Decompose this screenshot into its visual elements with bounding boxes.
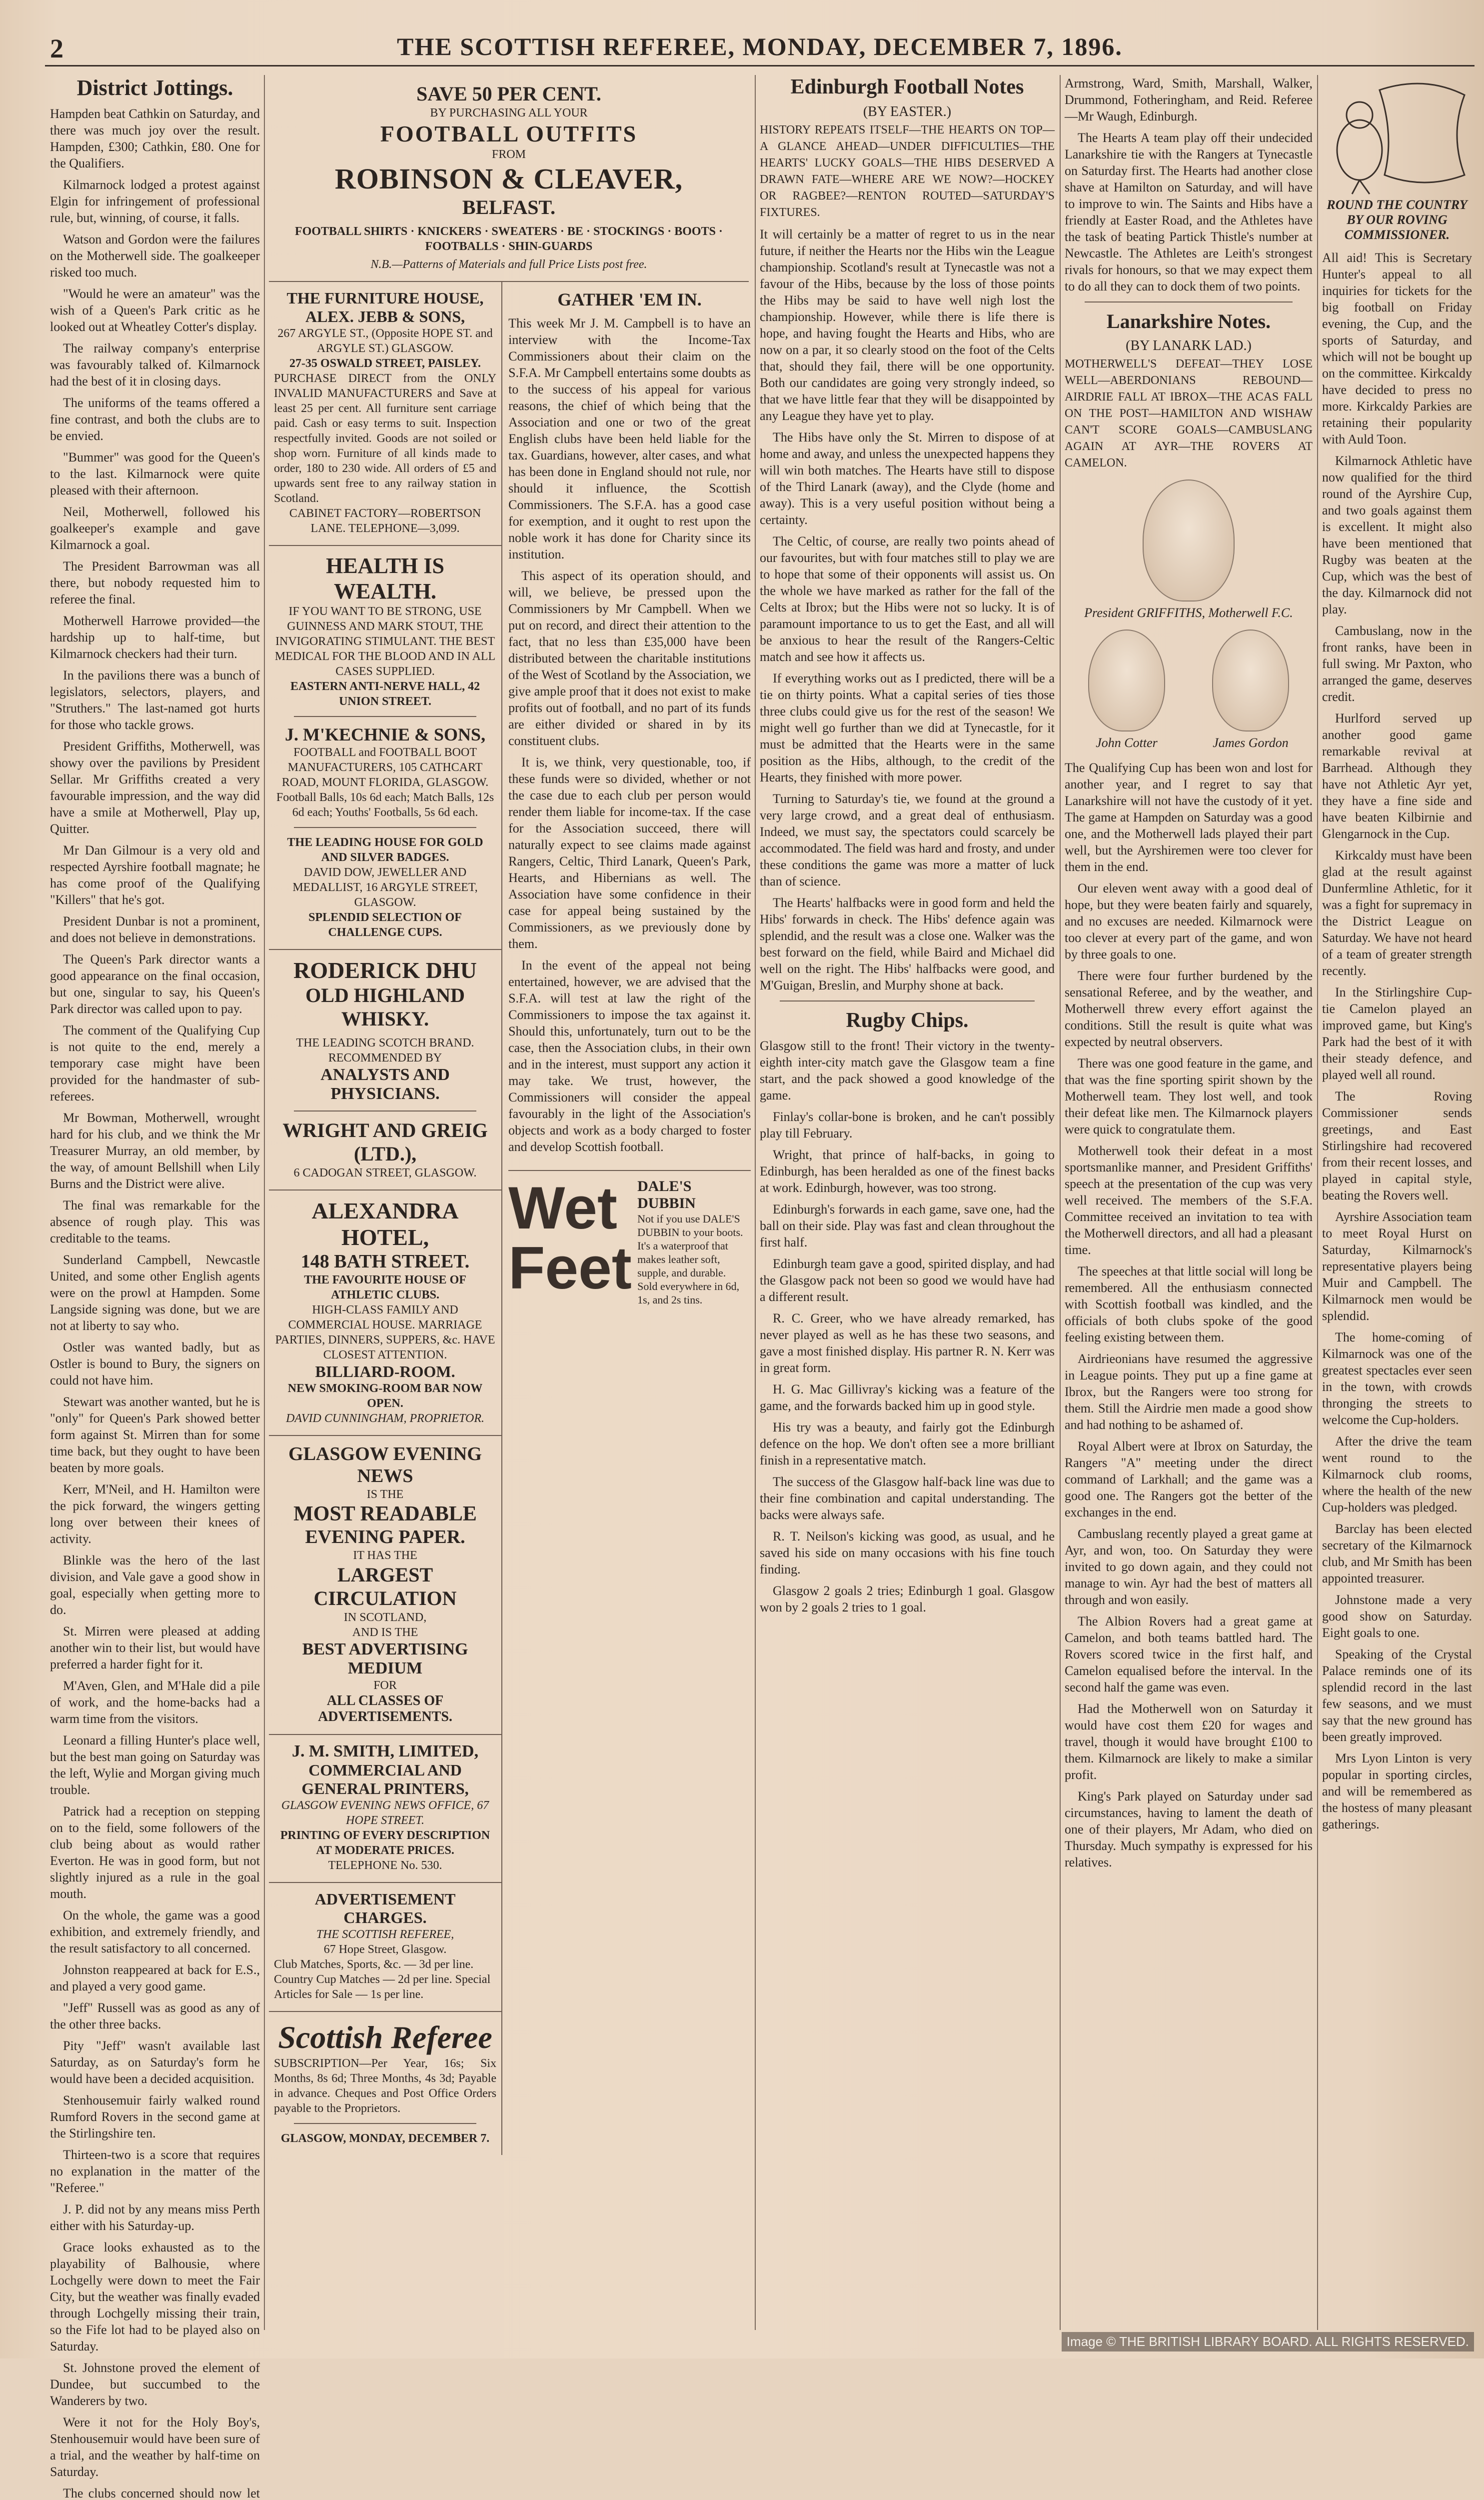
paragraph: This week Mr J. M. Campbell is to have an interview with the Income-Tax Commissioners about their claim on the S.F.A. Mr Campbell entertains some doubts as to the success of his appeal for various reasons, the chief of which being that the Association and one or two of the great English clubs have been held liable for the tax. Guardians, however, alter cases, and what has been done in England should not rule, nor should it influence, the Scottish Commissioners. The S.F.A. has a good case for exemption, and it ought to rest upon the noble work it has done for Charity since its institution. xyxy=(508,316,751,562)
paragraph: Edinburgh's forwards in each game, save one, had the ball on their side. Play was fast and clean throughout the first half. xyxy=(760,1202,1055,1250)
ad-text: 27-35 OSWALD STREET, PAISLEY. xyxy=(289,357,481,370)
ad-headline: HEALTH IS WEALTH. xyxy=(326,554,444,604)
ad-headline: SAVE 50 PER CENT. xyxy=(416,82,601,105)
paragraph: Wright, that prince of half-backs, in going to Edinburgh, has been heralded as one of the finest backs at work. Edinburgh, however, was too strong. xyxy=(760,1148,1055,1195)
ad-headline: ADVERTISEMENT CHARGES. xyxy=(314,1890,456,1926)
article-summary: MOTHERWELL'S DEFEAT—THEY LOSE WELL—ABERDONIANS REBOUND—AIRDRIE FALL AT IBROX—THE ACAS FALL ON THE POST—HAMILTON AND WISHAW CAN'T SCORE GOALS—CAMBUSLANG AGAIN AT AYR—THE ROVERS AT CAMELON. xyxy=(1065,358,1313,470)
paragraph: St. Mirren were pleased at adding another win to their list, but would have preferred a harder fight for it. xyxy=(50,1624,260,1672)
ad-body: FOOTBALL and FOOTBALL BOOT MANUFACTURERS, 105 CATHCART ROAD, MOUNT FLORIDA, GLASGOW. Football Balls, 10s 6d each; Match Balls, 12s 6d each; Youths' Footballs, 5s 6d each. xyxy=(276,746,494,819)
paragraph: Mr Bowman, Motherwell, wrought hard for his club, and we think the Mr Treasurer Murray, an old member, by the way, of amount Bellshill when Lily Burns and the District were alive. xyxy=(50,1110,260,1191)
column-round-the-country xyxy=(1322,75,1472,2330)
paragraph: Neil, Motherwell, followed his goalkeeper's example and gave Kilmarnock a goal. xyxy=(50,504,260,552)
ad-items: FOOTBALL SHIRTS · KNICKERS · SWEATERS · BE · STOCKINGS · BOOTS · FOOTBALLS · SHIN-GUARDS xyxy=(295,225,723,253)
ad-whisky xyxy=(269,950,501,1190)
paragraph: H. G. Mac Gillivray's kicking was a feature of the game, and the forwards backed him up in good style. xyxy=(760,1382,1055,1413)
column-rule xyxy=(1317,75,1318,2330)
paragraph: It will certainly be a matter of regret to us in the near future, if neither the Hearts nor the Hibs win the League championship. Scotland's result at Tynecastle was not a favour of the Hibs, because by the loss of those points the Hibs may be said to have well nigh lost the championship. However, while there is life there is hope, and having fought the Hearts and Hibs, who are now on a par, it so clearly stood on the foot of the Celts that, should they fail, there will be one opportunity. Both our candidates are going very strongly indeed, so that we have little fear that they will be disappointed by any League they have yet to play. xyxy=(760,227,1055,423)
article-body xyxy=(50,106,260,2500)
ad-text: FOR xyxy=(373,1679,397,1692)
editorial-body xyxy=(508,315,751,1155)
ad-text: 6 CADOGAN STREET, GLASGOW. xyxy=(293,1166,477,1180)
ad-text: THE FAVOURITE HOUSE OF ATHLETIC CLUBS. xyxy=(304,1274,466,1302)
ad-subcolumn xyxy=(269,282,502,2155)
paragraph: Stewart was another wanted, but he is "only" for Queen's Park showed better form against St. Mirren than for some time back, but they ought to have been beaten by more goals. xyxy=(50,1394,260,1475)
article-title: District Jottings. xyxy=(76,76,233,100)
ad-text: IT HAS THE xyxy=(353,1549,417,1562)
paragraph: Johnston reappeared at back for E.S., and played a very good game. xyxy=(50,1962,260,1994)
ad-text: THE LEADING HOUSE FOR GOLD AND SILVER BADGES. xyxy=(287,836,483,864)
paragraph: Thirteen-two is a score that requires no explanation in the matter of the "Referee." xyxy=(50,2148,260,2195)
editorial-title: GATHER 'EM IN. xyxy=(557,290,702,310)
ad-text: IS THE xyxy=(366,1488,404,1501)
paragraph: Edinburgh team gave a good, spirited display, and had the Glasgow pack not been so good we would have had a different result. xyxy=(760,1256,1055,1304)
column-edinburgh-notes xyxy=(760,75,1055,2330)
portrait-griffiths xyxy=(1143,480,1235,602)
ad-note: N.B.—Patterns of Materials and full Price Lists post free. xyxy=(370,258,647,271)
article-byline: (BY LANARK LAD.) xyxy=(1126,338,1252,354)
ad-text: THE SCOTTISH REFEREE, xyxy=(316,1928,454,1941)
column-rule xyxy=(1060,75,1061,2330)
ad-text: SPLENDID SELECTION OF CHALLENGE CUPS. xyxy=(308,911,462,939)
ad-text: COMMERCIAL AND GENERAL PRINTERS, xyxy=(301,1761,469,1798)
ad-body: HIGH-CLASS FAMILY AND COMMERCIAL HOUSE. MARRIAGE PARTIES, DINNERS, SUPPERS, &c. HAVE CLOSEST ATTENTION. xyxy=(275,1304,495,1362)
paragraph: "Would he were an amateur" was the wish of a Queen's Park critic as he looked out at Wheatley Cotter's display. xyxy=(50,286,260,334)
paragraph: Mrs Lyon Linton is very popular in sporting circles, and will be remembered as the hostess of many pleasant gatherings. xyxy=(1322,1751,1472,1832)
portrait-caption: President GRIFFITHS, Motherwell F.C. xyxy=(1084,606,1293,620)
paragraph: President Griffiths, Motherwell, was showy over the pavilions by President Sellar. Mr Griffiths created a very favourable impression, and the way did have a smile at Motherwell, Play up, Quitter. xyxy=(50,739,260,836)
paragraph: Grace looks exhausted as to the playability of Balhousie, where Lochgelly were down to meet the Fair City, but the weather was finally evaded through Lochgelly missing their train, so the Fife lot had to be played also on Saturday. xyxy=(50,2240,260,2354)
editorial-subcolumn xyxy=(502,282,751,2155)
article-title: Edinburgh Football Notes xyxy=(790,76,1024,98)
paragraph: Kilmarnock Athletic have now qualified for the third round of the Ayrshire Cup, and two goals against them is excellent. It might also have been mentioned that Rugby was beaten at the Cup, which was the best of the day. Kilmarnock did not play. xyxy=(1322,454,1472,616)
paragraph: Cambuslang recently played a great game at Ayr, and won, too. On Saturday they were invited to go down again, and they could not manage to win. Ayr had the best of matters all through and won easily. xyxy=(1065,1526,1313,1607)
paragraph: In the Stirlingshire Cup-tie Camelon played an improved game, but King's Park had the best of it with their steady defence, and played well all round. xyxy=(1322,985,1472,1082)
column-lanarkshire-notes xyxy=(1065,75,1313,2330)
ad-football-outfits xyxy=(269,75,749,282)
column-rule xyxy=(264,75,265,2330)
paragraph: Kilmarnock lodged a protest against Elgin for infringement of professional rule, but, winning, of course, it falls. xyxy=(50,178,260,225)
paragraph: Cambuslang, now in the front ranks, have been in full swing. Mr Paxton, who arranged the game, deserves credit. xyxy=(1322,624,1472,704)
paragraph: "Jeff" Russell was as good as any of the other three backs. xyxy=(50,2000,260,2032)
paragraph: Armstrong, Ward, Smith, Marshall, Walker, Drummond, Fotheringham, and Reid. Referee—Mr Waugh, Edinburgh. xyxy=(1065,76,1313,124)
paragraph: Had the Motherwell won on Saturday it would have cost them £20 for wages and travel, though it would have brought £100 to them. Kilmarnock are likely to make a similar profit. xyxy=(1065,1702,1313,1782)
ad-headline: RODERICK DHU xyxy=(293,958,477,983)
ad-headline: THE FURNITURE HOUSE, ALEX. JEBB & SONS, xyxy=(286,289,484,326)
article-body xyxy=(1322,250,1472,1832)
ad-brand: DALE'S DUBBIN xyxy=(637,1178,696,1212)
ad-brand: ROBINSON & CLEAVER, xyxy=(334,162,683,195)
article-body xyxy=(1065,75,1313,294)
paragraph: R. C. Greer, who we have already remarked, has never played as well as he has these two seasons, and gave a most finished display. His partner R. N. Kerr was in great form. xyxy=(760,1311,1055,1375)
paragraph: King's Park played on Saturday under sad circumstances, having to lament the death of one of their players, Mr Adam, who died on Thursday. Much sympathy is expressed for his relatives. xyxy=(1065,1789,1313,1870)
ad-text: BILLIARD-ROOM. xyxy=(315,1362,455,1380)
paragraph: It is, we think, very questionable, too, if these funds were so divided, whether or not the case due to each club per person would render them liable for income-tax. If the case for the Association succeed, there will naturally expect to see claims made against Rangers, Celtic, Third Lanark, Queen's Park, Hearts, and Hibernians as well. The Association have some confidence in their case for appeal being sustained by the Commissioners, as we previously done by them. xyxy=(508,755,751,951)
ad-headline: Feet xyxy=(508,1234,632,1302)
article-body xyxy=(760,226,1055,994)
ad-text: BEST ADVERTISING MEDIUM xyxy=(302,1640,468,1678)
paragraph: The railway company's enterprise was favourably talked of. Kilmarnock had the best of it in closing days. xyxy=(50,341,260,388)
ad-furniture xyxy=(269,282,501,546)
portrait-cotter xyxy=(1088,630,1165,732)
paragraph: Kirkcaldy must have been glad at the result against Dunfermline Athletic, for it was a fight for supremacy in the District League on Saturday. We have not heard of a team of greater strength recently. xyxy=(1322,848,1472,978)
paragraph: After the drive the team went round to the Kilmarnock club rooms, where the health of the new Cup-holders was pledged. xyxy=(1322,1434,1472,1514)
paragraph: The Queen's Park director wants a good appearance on the final occasion, but one, singular to say, his Queen's Park director was called upon to pay. xyxy=(50,952,260,1016)
image-credit: Image © THE BRITISH LIBRARY BOARD. ALL RIGHTS RESERVED. xyxy=(1062,2332,1474,2352)
ad-health xyxy=(269,546,501,950)
paragraph: The Roving Commissioner sends greetings, and East Stirlingshire had recovered from their recent losses, and played in capital style, beating the Rovers well. xyxy=(1322,1089,1472,1202)
ad-body: PURCHASE DIRECT from the ONLY INVALID MANUFACTURERS and Save at least 25 per cent. All furniture sent carriage paid. Cash or easy terms to suit. Inspection respectfully invited. Goods are not soiled or shop worn. Furniture of all kinds made to order, 180 to 230 wide. All orders of £5 and upwards sent free to any railway station in Scotland. xyxy=(274,372,497,505)
paragraph: Glasgow still to the front! Their victory in the twenty-eighth inter-city match gave the Glasgow team a fine start, and the pack showed a good knowledge of the game. xyxy=(760,1038,1055,1102)
banner-text: ROUND THE COUNTRY BY OUR ROVING COMMISSIONER. xyxy=(1327,198,1468,242)
ad-text: TELEPHONE No. 530. xyxy=(328,1859,442,1872)
article-body xyxy=(1065,760,1313,1870)
signature-gordon: James Gordon xyxy=(1213,736,1289,750)
ad-charges xyxy=(269,1883,501,2012)
article-title: Lanarkshire Notes. xyxy=(1106,310,1271,332)
paragraph: Johnstone made a very good show on Saturday. Eight goals to one. xyxy=(1322,1592,1472,1640)
paragraph: The home-coming of Kilmarnock was one of the greatest spectacles ever seen in the town, with crowds thronging the streets to welcome the Cup-holders. xyxy=(1322,1330,1472,1427)
ad-text: ANALYSTS AND PHYSICIANS. xyxy=(320,1066,450,1103)
paragraph: Our eleven went away with a good deal of hope, but they were beaten fairly and squarely, and no excuses are needed. Kilmarnock were too clever at every part of the game, and won by three goals to one. xyxy=(1065,881,1313,962)
ad-text: 67 Hope Street, Glasgow. xyxy=(323,1943,447,1956)
wanderer-illustration xyxy=(1325,75,1470,195)
subscription-text: SUBSCRIPTION—Per Year, 16s; Six Months, 8s 6d; Three Months, 4s 3d; Payable in advance. Cheques and Post Office Orders payable to the Proprietors. xyxy=(274,2057,497,2115)
paragraph: "Bummer" was good for the Queen's to the last. Kilmarnock were quite pleased with their afternoon. xyxy=(50,450,260,498)
paragraph: Mr Dan Gilmour is a very old and respected Ayrshire football magnate; he has come proof of the Qualifying "Killers" that he's got. xyxy=(50,843,260,907)
paragraph: Ostler was wanted badly, but as Ostler is bound to Bury, the signers on could not have him. xyxy=(50,1340,260,1388)
paragraph: This aspect of its operation should, and will, we believe, be pressed upon the Commissioners by Mr Campbell. When we put on record, and direct their attention to the fact, that no less than £35,000 have been distributed between the charitable institutions of the West of Scotland by the Association, we give ample proof that it does not exist to make profits out of football, and no part of its funds are either divided or shared in by its constituent clubs. xyxy=(508,568,751,748)
paragraph: The clubs concerned should now let xyxy=(63,2486,260,2500)
paragraph: In the event of the appeal not being entertained, however, we are advised that the S.F.A. will test at law the right of the Commissioners to impose the tax against it. Should this, unfortunately, turn out to be the case, then the Association clubs, in their own and in the interest, must support any action it may take. We trust, however, the Commissioners will consider the appeal favourably in the light of the Association's objects and work as a body charged to foster and develop Scottish football. xyxy=(508,958,751,1154)
paragraph: His try was a beauty, and fairly got the Edinburgh defence on the hop. We don't often see a more brilliant finish in a representative match. xyxy=(760,1420,1055,1468)
masthead-block xyxy=(269,2012,501,2155)
paragraph: In the pavilions there was a bunch of legislators, selectors, players, and "Struthers." The last-named got hurts for those who tackle grows. xyxy=(50,668,260,732)
ad-text: RECOMMENDED BY xyxy=(328,1052,442,1064)
date-line: GLASGOW, MONDAY, DECEMBER 7. xyxy=(280,2132,490,2145)
ad-text: NEW SMOKING-ROOM BAR NOW OPEN. xyxy=(287,1382,483,1410)
round-country-banner xyxy=(1322,75,1472,242)
paragraph: Stenhousemuir fairly walked round Rumford Rovers in the second game at the Stirlingshire ten. xyxy=(50,2093,260,2140)
paragraph: Hurlford served up another good game remarkable revival at Barrhead. Although they have not Athletic Ayr yet, they have a fine side and have beaten Kilbirnie and Glengarnock in the Cup. xyxy=(1322,711,1472,841)
ad-brand: WRIGHT AND GREIG (LTD.), xyxy=(282,1119,488,1165)
paragraph: R. T. Neilson's kicking was good, as usual, and he saved his side on many occasions with his fine touch finding. xyxy=(760,1529,1055,1576)
paragraph: Hampden beat Cathkin on Saturday, and there was much joy over the result. Hampden, £300; Cathkin, £80. One for the Qualifiers. xyxy=(50,106,260,170)
paragraph: M'Aven, Glen, and M'Hale did a pile of work, and the home-backs had a warm time from the visitors. xyxy=(50,1678,260,1726)
portrait-gordon xyxy=(1212,630,1289,732)
ad-text: DAVID DOW, JEWELLER AND MEDALLIST, 16 ARGYLE STREET, GLASGOW. xyxy=(292,866,478,909)
paragraph: Leonard a filling Hunter's place well, but the best man going on Saturday was the left, Wylie and Morgan giving much trouble. xyxy=(50,1733,260,1797)
column-advertisements xyxy=(269,75,751,2330)
paragraph: Royal Albert were at Ibrox on Saturday, the Rangers "A" meeting under the direct command of Larkhall; and the game was a good one. The Rangers got the better of the exchanges in the end. xyxy=(1065,1439,1313,1520)
ad-text: FROM xyxy=(491,148,526,161)
ad-text: BY PURCHASING ALL YOUR xyxy=(430,106,588,120)
paragraph: On the whole, the game was a good exhibition, and extremely friendly, and the result satisfactory to all concerned. xyxy=(50,1908,260,1956)
ad-printers xyxy=(269,1735,501,1883)
portrait-pair xyxy=(1065,630,1313,760)
ad-headline: J. M. SMITH, LIMITED, xyxy=(292,1742,479,1760)
column-rule xyxy=(755,75,756,2330)
paragraph: The Qualifying Cup has been won and lost for another year, and I regret to say that Lanarkshire will not have the custody of it yet. The game at Hampden on Saturday was a good one, and the Motherwell lads played their part well, but the Ayrshiremen were too clever for them in the end. xyxy=(1065,760,1313,874)
ad-evening-news xyxy=(269,1436,501,1735)
ad-wet-feet xyxy=(508,1170,751,1306)
page-header xyxy=(45,30,1475,66)
paragraph: Motherwell took their defeat in a most sportsmanlike manner, and President Griffiths' speech at the presentation of the cup was very well received. The members of the S.F.A. Committee received an invitation to tea with the Motherwell directors, and all had a pleasant time. xyxy=(1065,1144,1313,1257)
ad-headline: ALEXANDRA HOTEL, xyxy=(311,1198,459,1250)
paragraph: The final was remarkable for the absence of rough play. This was creditable to the teams. xyxy=(50,1198,260,1246)
ad-text: EVENING PAPER. xyxy=(305,1526,465,1548)
ad-text: EASTERN ANTI-NERVE HALL, 42 UNION STREET. xyxy=(290,680,480,708)
paragraph: President Dunbar is not a prominent, and does not believe in demonstrations. xyxy=(50,914,260,945)
paragraph: J. P. did not by any means miss Perth either with his Saturday-up. xyxy=(50,2202,260,2233)
ad-headline: OLD HIGHLAND WHISKY. xyxy=(305,984,465,1030)
paragraph: Glasgow 2 goals 2 tries; Edinburgh 1 goal. Glasgow won by 2 goals 2 tries to 1 goal. xyxy=(760,1584,1055,1614)
ad-brand: BELFAST. xyxy=(462,196,556,218)
paragraph: Motherwell Harrowe provided—the hardship up to half-time, but Kilmarnock checkers had their turn. xyxy=(50,614,260,661)
paragraph: Turning to Saturday's tie, we found at the ground a very large crowd, and a great deal of enthusiasm. Indeed, we must say, the spectators could scarcely be accommodated. The field was hard and frosty, and under these conditions the game was more a matter of luck than of science. xyxy=(760,792,1055,888)
paragraph: Patrick had a reception on stepping on to the field, some followers of the club being about as would rather Everton. He was in good form, but not slightly injured as a rule in the goal mouth. xyxy=(50,1804,260,1901)
masthead: THE SCOTTISH REFEREE, MONDAY, DECEMBER 7, 1896. xyxy=(397,32,1123,60)
ad-text: THE LEADING SCOTCH BRAND. xyxy=(296,1036,474,1050)
ad-hotel xyxy=(269,1190,501,1436)
paragraph: The President Barrowman was all there, but nobody requested him to referee the final. xyxy=(50,559,260,606)
ad-text: 267 ARGYLE ST., (Opposite HOPE ST. and ARGYLE ST.) GLASGOW. xyxy=(277,327,493,355)
paragraph: There was one good feature in the game, and that was the fine sporting spirit shown by the Motherwell team. They lost well, and took their defeat like men. The Kilmarnock players were quick to congratulate them. xyxy=(1065,1056,1313,1136)
signature-cotter: John Cotter xyxy=(1096,736,1158,750)
article-body xyxy=(760,1038,1055,1616)
paragraph: The Celtic, of course, are really two points ahead of our favourites, but with four matches still to play we are to hope that some of their opponents will assist us. On the whole we have marked as rather for the fall of the Celts at Ibrox; but the Hibs were not so lucky. It is of paramount importance to us to get the East, and all will be anxious to hear the result of the Rangers-Celtic match and see how it affects us. xyxy=(760,534,1055,664)
paragraph: St. Johnstone proved the element of Dundee, but succumbed to the Wanderers by two. xyxy=(50,2360,260,2408)
paragraph: Were it not for the Holy Boy's, Stenhousemuir would have been sure of a trial, and the weather by half-time on Saturday. xyxy=(50,2415,260,2479)
paragraph: Airdrieonians have resumed the aggressive in League points. They put up a fine game at Ibrox, but the Rangers were too strong for them. Still the Airdrie men made a good show and had nothing to be ashamed of. xyxy=(1065,1352,1313,1432)
ad-text: CABINET FACTORY—ROBERTSON LANE. TELEPHONE—3,099. xyxy=(289,507,481,535)
paragraph: Pity "Jeff" wasn't available last Saturday, as on Saturday's form he would have been a decided acquisition. xyxy=(50,2038,260,2086)
article-summary: HISTORY REPEATS ITSELF—THE HEARTS ON TOP—A GLANCE AHEAD—UNDER DIFFICULTIES—THE HEARTS' LUCKY GOALS—THE HIBS DESERVED A DRAWN FATE—WHERE ARE WE NOW?—HOCKEY OR RAGBEE?—RENTON ROUTED—SATURDAY'S FIXTURES. xyxy=(760,124,1055,219)
masthead-small: Scottish Referee xyxy=(278,2020,492,2055)
article-byline: (BY EASTER.) xyxy=(863,104,952,120)
paragraph: The success of the Glasgow half-back line was due to their fine combination and capital understanding. The backs were always safe. xyxy=(760,1474,1055,1522)
ad-text: ALL CLASSES OF ADVERTISEMENTS. xyxy=(318,1693,453,1724)
ad-text: MOST READABLE xyxy=(293,1502,477,1526)
paragraph: Watson and Gordon were the failures on the Motherwell side. The goalkeeper risked too much. xyxy=(50,232,260,280)
page-number: 2 xyxy=(50,34,63,64)
paragraph: Speaking of the Crystal Palace reminds one of its splendid record in the last few seasons, and we must say that the new ground has been greatly improved. xyxy=(1322,1647,1472,1744)
paragraph: Barclay has been elected secretary of the Kilmarnock club, and Mr Smith has been appointed treasurer. xyxy=(1322,1522,1472,1586)
article-title: Rugby Chips. xyxy=(846,1009,969,1032)
ad-text: AND IS THE xyxy=(352,1626,418,1639)
ad-headline: GLASGOW EVENING NEWS xyxy=(288,1444,482,1486)
paragraph: The Hibs have only the St. Mirren to dispose of at home and away, and unless the unexpected happens they will win both matches. The Hearts have still to dispose of the Third Lanark (away), and the Clyde (home and away). This is a very useful position without being a certainty. xyxy=(760,430,1055,527)
column-district-jottings xyxy=(50,75,260,2500)
paragraph: The Albion Rovers had a great game at Camelon, and both teams battled hard. The Rovers scored twice in the first half, and Camelon equalised before the interval. In the second half the game was even. xyxy=(1065,1614,1313,1694)
ad-headline: J. M'KECHNIE & SONS, xyxy=(285,724,486,744)
ad-body: Not if you use DALE'S DUBBIN to your boots. It's a waterproof that makes leather soft, supple, and durable. Sold everywhere in 6d, 1s, and 2s tins. xyxy=(637,1212,743,1306)
ad-body: IF YOU WANT TO BE STRONG, USE GUINNESS AND MARK STOUT, THE INVIGORATING STIMULANT. THE BEST MEDICAL FOR THE BLOOD AND IN ALL CASES SUPPLIED. xyxy=(274,605,496,678)
paragraph: The comment of the Qualifying Cup is not quite to the end, merely a temporary case might have been provided for the handmaster of sub-referees. xyxy=(50,1023,260,1104)
paragraph: All aid! This is Secretary Hunter's appeal to all inquiries for tickets for the big football on Friday evening, the Cup, and the sports of Saturday, and which will not be bought up on the committee. Kirkcaldy have decided to press no more. Kirkcaldy Parkies are retaining their popularity with Auld Toon. xyxy=(1322,250,1472,446)
ad-headline: FOOTBALL OUTFITS xyxy=(380,121,638,146)
paragraph: Ayrshire Association team to meet Royal Hurst on Saturday, Kilmarnock's representative players being Muir and Campbell. The Kilmarnock men would be splendid. xyxy=(1322,1210,1472,1323)
ad-text: PRINTING OF EVERY DESCRIPTION AT MODERATE PRICES. xyxy=(280,1829,490,1857)
paragraph: Sunderland Campbell, Newcastle United, and some other English agents were on the prowl at Hampden. Some Langside signing was done, but we are not at liberty to say who. xyxy=(50,1252,260,1333)
paragraph: Blinkle was the hero of the last division, and Vale gave a good show in goal, especially when getting more to do. xyxy=(50,1553,260,1617)
ad-text: LARGEST CIRCULATION xyxy=(313,1564,457,1610)
ad-text: GLASGOW EVENING NEWS OFFICE, 67 HOPE STREET. xyxy=(281,1799,489,1827)
paragraph: Finlay's collar-bone is broken, and he can't possibly play till February. xyxy=(760,1110,1055,1140)
ad-headline: Wet xyxy=(508,1174,617,1242)
ad-text: IN SCOTLAND, xyxy=(343,1611,427,1624)
paragraph: Kerr, M'Neil, and H. Hamilton were the pick forward, the wingers getting long over between their knees of activity. xyxy=(50,1482,260,1546)
paragraph: The uniforms of the teams offered a fine contrast, and both the clubs are to be envied. xyxy=(50,396,260,443)
paragraph: There were four further burdened by the sensational Referee, and by the weather, and Motherwell threw every effort against the conditions. Still the result is quite what was expected by neutral observers. xyxy=(1065,968,1313,1049)
paragraph: The speeches at that little social will long be remembered. All the enthusiasm connected with Scottish football was kindled, and the officials of both clubs spoke of the good feeling existing between them. xyxy=(1065,1264,1313,1344)
paragraph: If everything works out as I predicted, there will be a tie on thirty points. What a capital series of ties those three clubs could give us for the rest of the season! We might well go further than we did at Tynecastle, for it must be admitted that the Hearts were in the same position as the Hibs, although, to the credit of the Hearts, they finished with more power. xyxy=(760,671,1055,784)
ad-body: Club Matches, Sports, &c. — 3d per line. Country Cup Matches — 2d per line. Special Articles for Sale — 1s per line. xyxy=(274,1958,491,2001)
ad-text: 148 BATH STREET. xyxy=(300,1251,470,1272)
ad-text: DAVID CUNNINGHAM, PROPRIETOR. xyxy=(286,1412,485,1425)
paragraph: The Hearts' halfbacks were in good form and held the Hibs' forwards in check. The Hibs' defence again was splendid, and the result was a close one. Walker was the best forward on the field, while Baird and Michael did well on the right. The Hibs' halfbacks were good, and M'Guigan, Breslin, and Murphy shone at back. xyxy=(760,896,1055,992)
paragraph: The Hearts A team play off their undecided Lanarkshire tie with the Rangers at Tynecastle on Saturday first. The Hearts had another close shave at Hamilton on Saturday, and will have to improve to win. The Saints and Hibs have a friendly at Easter Road, and the Athletes have the task of beating Partick Thistle's number at Newcastle. The Athletes are Leith's strongest rivals for honours, so that we may expect them to do all they can to dock them of two points. xyxy=(1065,130,1313,294)
